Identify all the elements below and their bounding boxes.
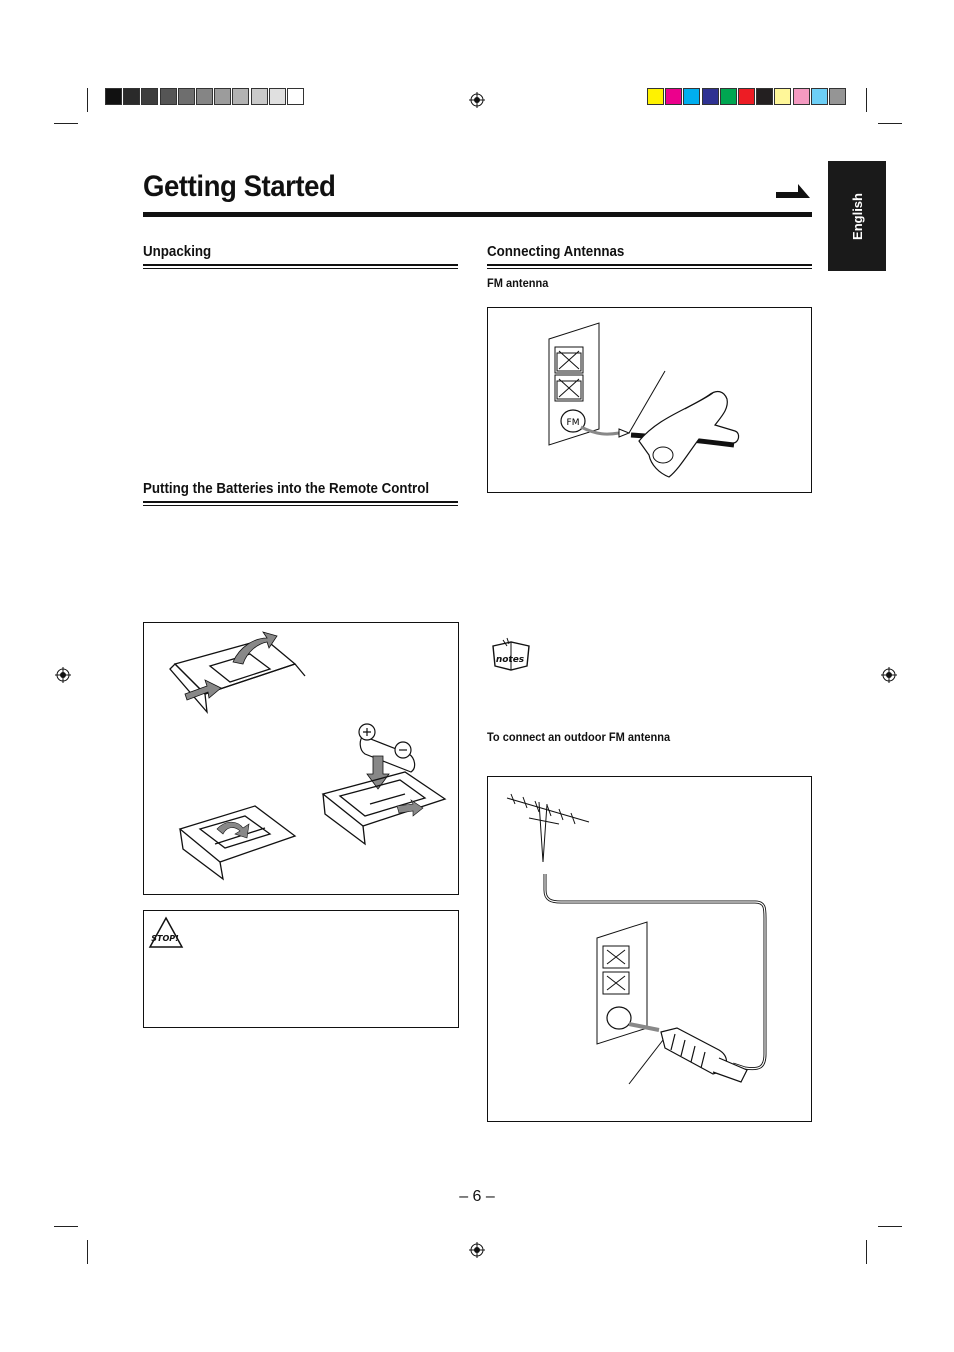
battery-insertion-illustration (145, 624, 457, 893)
title-rule (143, 212, 812, 217)
registration-mark-icon (469, 92, 485, 108)
color-swatch (160, 88, 177, 105)
color-swatch (811, 88, 828, 105)
color-swatch (251, 88, 268, 105)
page-title: Getting Started (143, 170, 336, 203)
notes-icon-text: notes (495, 655, 525, 665)
color-swatch (756, 88, 773, 105)
outdoor-fm-heading: To connect an outdoor FM antenna (487, 730, 671, 744)
crop-mark (87, 88, 88, 112)
crop-mark (54, 123, 78, 124)
color-swatch (647, 88, 664, 105)
color-swatch (123, 88, 140, 105)
section-heading-antennas: Connecting Antennas (487, 244, 625, 260)
svg-text:FM: FM (566, 418, 580, 428)
crop-mark (87, 1240, 88, 1264)
color-swatch (683, 88, 700, 105)
color-swatch (196, 88, 213, 105)
color-swatch (774, 88, 791, 105)
color-swatch (214, 88, 231, 105)
crop-mark (54, 1226, 78, 1227)
color-swatch (702, 88, 719, 105)
color-swatch (793, 88, 810, 105)
color-swatch (178, 88, 195, 105)
color-swatch (738, 88, 755, 105)
crop-mark (878, 123, 902, 124)
color-swatch (720, 88, 737, 105)
registration-mark-icon (881, 667, 897, 683)
section-rule (143, 264, 458, 269)
crop-mark (878, 1226, 902, 1227)
crop-mark (866, 88, 867, 112)
crop-mark (866, 1240, 867, 1264)
section-rule (487, 264, 812, 269)
color-swatch (287, 88, 304, 105)
caution-box (143, 910, 459, 1028)
language-tab-label: English (849, 192, 865, 240)
fm-antenna-heading: FM antenna (487, 276, 549, 290)
language-tab-label-wrap (828, 161, 886, 271)
section-heading-batteries: Putting the Batteries into the Remote Control (143, 481, 430, 497)
outdoor-fm-antenna-illustration (489, 778, 810, 1120)
fm-antenna-connection-illustration (489, 309, 810, 491)
registration-mark-icon (55, 667, 71, 683)
section-heading-unpacking: Unpacking (143, 244, 212, 260)
color-swatch (141, 88, 158, 105)
color-swatch (829, 88, 846, 105)
page-number: – 6 – (459, 1188, 495, 1205)
color-swatch (105, 88, 122, 105)
notes-icon (489, 636, 533, 672)
color-swatch (269, 88, 286, 105)
color-swatch (665, 88, 682, 105)
section-rule (143, 501, 458, 506)
continue-arrow-icon (774, 180, 812, 202)
color-swatch (232, 88, 249, 105)
stop-icon-text: STOP! (151, 934, 179, 943)
stop-warning-icon (148, 916, 184, 950)
registration-mark-icon (469, 1242, 485, 1258)
